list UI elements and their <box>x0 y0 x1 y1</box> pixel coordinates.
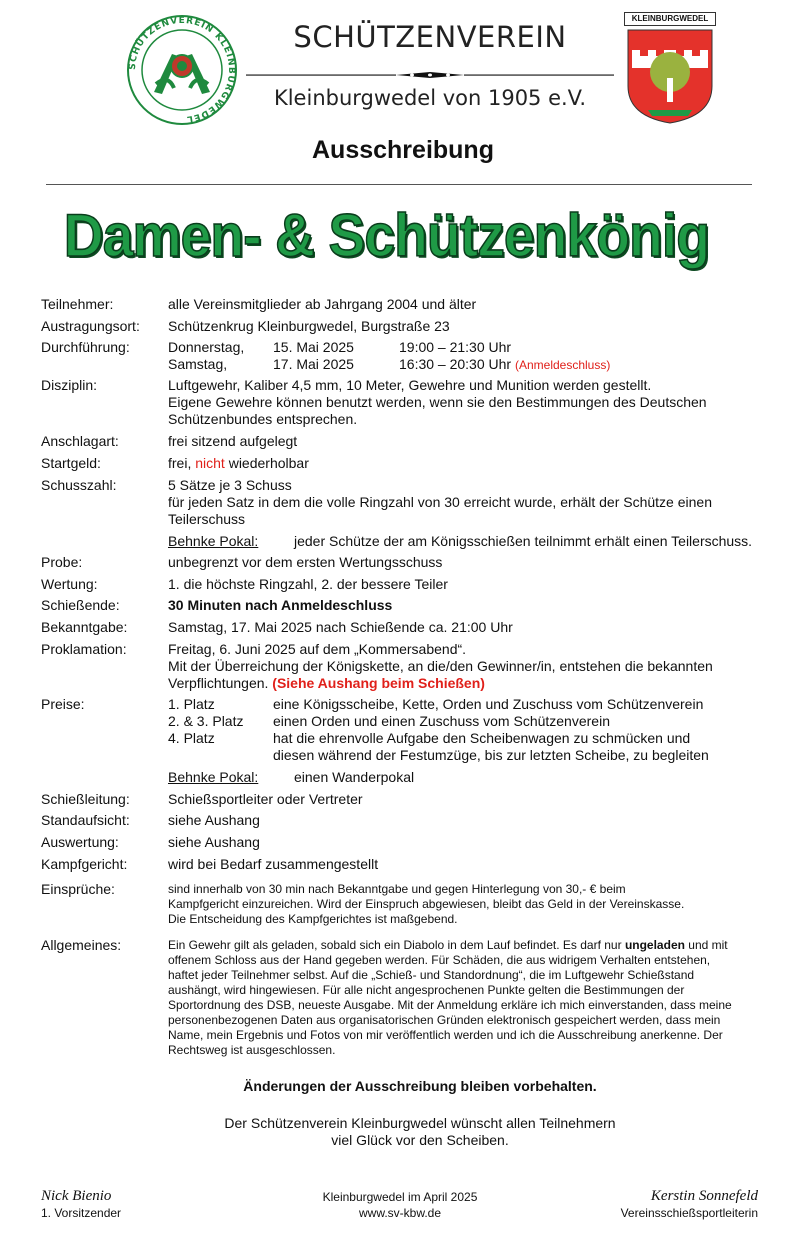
label-auswertung: Auswertung: <box>41 834 119 850</box>
proklamation-line-3: Verpflichtungen. <box>168 675 273 691</box>
document-title: Ausschreibung <box>312 136 494 164</box>
label-schiessleitung: Schießleitung: <box>41 791 130 807</box>
prize-4-line-2: diesen während der Festumzüge, bis zur letzten Scheibe, zu begleiten <box>273 747 709 763</box>
time-2-text: 16:30 – 20:30 Uhr <box>399 356 512 372</box>
logo-ring-text: SCHÜTZENVEREIN KLEINBURGWEDEL <box>127 15 237 124</box>
label-anschlagart: Anschlagart: <box>41 433 119 449</box>
title-divider <box>46 184 752 185</box>
label-allgemeines: Allgemeines: <box>41 937 122 953</box>
behnke-label-1: Behnke Pokal: <box>168 533 259 549</box>
aushang-note: (Siehe Aushang beim Schießen) <box>272 675 485 691</box>
value-allgemeines <box>168 938 802 1058</box>
club-emblem-icon <box>124 14 240 126</box>
time-1: 19:00 – 21:30 Uhr <box>399 339 512 355</box>
disziplin-line-1: Luftgewehr, Kaliber 4,5 mm, 10 Meter, Gewehre und Munition werden gestellt. <box>168 377 652 393</box>
label-standaufsicht: Standaufsicht: <box>41 812 130 828</box>
schusszahl-line-2: für jeden Satz in dem die volle Ringzahl von 30 erreicht wurde, erhält der Schütze einen <box>168 494 712 510</box>
behnke-text-2: einen Wanderpokal <box>294 769 415 785</box>
changes-notice: Änderungen der Ausschreibung bleiben vorbehalten. <box>243 1078 597 1094</box>
value-schusszahl <box>168 477 712 528</box>
label-startgeld: Startgeld: <box>41 455 101 471</box>
value-anschlagart: frei sitzend aufgelegt <box>168 433 298 449</box>
prize-1-place: 1. Platz <box>168 696 215 712</box>
allgemeines-line-5: Sportordnung des DSB, neueste Ausgabe. Mit der Anmeldung erkläre ich mich einverstanden, dass meine <box>168 998 732 1012</box>
day-2: Samstag, <box>168 356 228 372</box>
prize-4-line-1: hat die ehrenvolle Aufgabe den Scheibenwagen zu schmücken und <box>273 730 691 746</box>
label-wertung: Wertung: <box>41 576 98 592</box>
startgeld-not: nicht <box>195 455 225 471</box>
value-teilnehmer: alle Vereinsmitglieder ab Jahrgang 2004 und älter <box>168 296 477 312</box>
schusszahl-line-3: Teilerschuss <box>168 511 246 527</box>
website-link[interactable]: www.sv-kbw.de <box>358 1206 442 1220</box>
place-date: Kleinburgwedel im April 2025 <box>322 1190 478 1204</box>
date-1: 15. Mai 2025 <box>273 339 354 355</box>
value-proklamation <box>168 641 713 692</box>
value-austragungsort: Schützenkrug Kleinburgwedel, Burgstraße 23 <box>168 318 450 334</box>
einsprueche-line-3: Die Entscheidung des Kampfgerichtes ist maßgebend. <box>168 912 458 926</box>
label-schusszahl: Schusszahl: <box>41 477 117 493</box>
right-role: Vereinsschießsportleiterin <box>620 1206 758 1220</box>
label-teilnehmer: Teilnehmer: <box>41 296 114 312</box>
wish-line-1: Der Schützenverein Kleinburgwedel wünscht allen Teilnehmern <box>224 1115 616 1131</box>
disziplin-line-2: Eigene Gewehre können benutzt werden, wenn sie den Bestimmungen des Deutschen <box>168 394 707 410</box>
startgeld-post: wiederholbar <box>224 455 309 471</box>
left-signature: Nick Bienio <box>41 1188 112 1204</box>
prize-2-place: 2. & 3. Platz <box>168 713 244 729</box>
startgeld-pre: frei, <box>168 455 196 471</box>
label-austragungsort: Austragungsort: <box>41 318 140 334</box>
disziplin-line-3: Schützenbundes entsprechen. <box>168 411 358 427</box>
prize-1-text: eine Königsscheibe, Kette, Orden und Zuschuss vom Schützenverein <box>273 696 704 712</box>
proklamation-line-1: Freitag, 6. Juni 2025 auf dem „Kommersabend“. <box>168 641 467 657</box>
allgemeines-line-8: Rechtsweg ist ausgeschlossen. <box>168 1043 336 1057</box>
day-1: Donnerstag, <box>168 339 245 355</box>
proklamation-line-2: Mit der Überreichung der Königskette, an die/den Gewinner/in, entstehen die bekannten <box>168 658 713 674</box>
ornament-divider <box>246 72 614 78</box>
value-wertung: 1. die höchste Ringzahl, 2. der bessere Teiler <box>168 576 448 592</box>
label-preise: Preise: <box>41 696 85 712</box>
coat-of-arms-icon <box>624 12 716 124</box>
value-probe: unbegrenzt vor dem ersten Wertungsschuss <box>168 554 443 570</box>
allgemeines-line-1a: Ein Gewehr gilt als geladen, sobald sich ein Diabolo in dem Lauf befindet. Es darf nur <box>168 938 625 952</box>
club-subtitle: Kleinburgwedel von 1905 e.V. <box>273 86 587 110</box>
right-signature: Kerstin Sonnefeld <box>650 1188 758 1204</box>
allgemeines-line-2: offenem Schloss aus der Hand gegeben werden. Für Schäden, die aus widrigem Verhalten entstehen, <box>168 953 711 967</box>
prize-4-place: 4. Platz <box>168 730 215 746</box>
left-role: 1. Vorsitzender <box>41 1206 122 1220</box>
headline: Damen- & Schützenkönig <box>63 202 710 269</box>
einsprueche-line-2: Kampfgericht einzureichen. Wird der Einspruch abgewiesen, bleibt das Geld in der Vereinskasse. <box>168 897 685 911</box>
value-bekanntgabe: Samstag, 17. Mai 2025 nach Schießende ca. 21:00 Uhr <box>168 619 513 635</box>
label-durchfuehrung: Durchführung: <box>41 339 130 355</box>
prize-2-text: einen Orden und einen Zuschuss vom Schützenverein <box>273 713 610 729</box>
label-bekanntgabe: Bekanntgabe: <box>41 619 128 635</box>
label-schiessende: Schießende: <box>41 597 120 613</box>
label-proklamation: Proklamation: <box>41 641 127 657</box>
allgemeines-ungeladen: ungeladen <box>624 938 685 952</box>
allgemeines-line-4: aushängt, wird hingewiesen. Für alle nicht angesprochenen Punkte gelten die Bestimmungen der <box>168 983 685 997</box>
allgemeines-line-1c: und mit <box>684 938 728 952</box>
label-disziplin: Disziplin: <box>41 377 98 393</box>
label-einsprueche: Einsprüche: <box>41 881 115 897</box>
date-2: 17. Mai 2025 <box>273 356 354 372</box>
prize-4-text <box>273 730 709 764</box>
value-schiessleitung: Schießsportleiter oder Vertreter <box>168 791 363 807</box>
schusszahl-line-1: 5 Sätze je 3 Schuss <box>168 477 292 493</box>
time-2 <box>399 356 610 373</box>
allgemeines-line-6: personenbezogenen Daten aus organisatorischen Gründen elektronisch gespeichert werden, dass mein <box>168 1013 721 1027</box>
label-probe: Probe: <box>41 554 83 570</box>
value-schiessende: 30 Minuten nach Anmeldeschluss <box>168 597 393 613</box>
allgemeines-line-7: Name, mein Ergebnis und Fotos von mir veröffentlich werden und ich die Ausschreibung anerkenne. Der <box>168 1028 723 1042</box>
crest-label: KLEINBURGWEDEL <box>624 12 716 26</box>
wish-line-2: viel Glück vor den Scheiben. <box>331 1132 509 1148</box>
allgemeines-line-3: haftet jeder Teilnehmer selbst. Auf die „Schieß- und Standordnung“, die im Luftgewehr Schießstand <box>168 968 695 982</box>
label-kampfgericht: Kampfgericht: <box>41 856 128 872</box>
value-disziplin <box>168 377 707 428</box>
behnke-label-2: Behnke Pokal: <box>168 769 259 785</box>
value-auswertung: siehe Aushang <box>168 834 260 850</box>
einsprueche-line-1: sind innerhalb von 30 min nach Bekanntgabe und gegen Hinterlegung von 30,- € beim <box>168 882 626 896</box>
registration-deadline-note: (Anmeldeschluss) <box>514 358 611 372</box>
behnke-text-1: jeder Schütze der am Königsschießen teilnimmt erhält einen Teilerschuss. <box>294 533 753 549</box>
value-startgeld <box>168 455 309 472</box>
value-kampfgericht: wird bei Bedarf zusammengestellt <box>168 856 379 872</box>
club-name: SCHÜTZENVEREIN <box>293 20 567 54</box>
value-einsprueche <box>168 882 684 927</box>
value-standaufsicht: siehe Aushang <box>168 812 260 828</box>
